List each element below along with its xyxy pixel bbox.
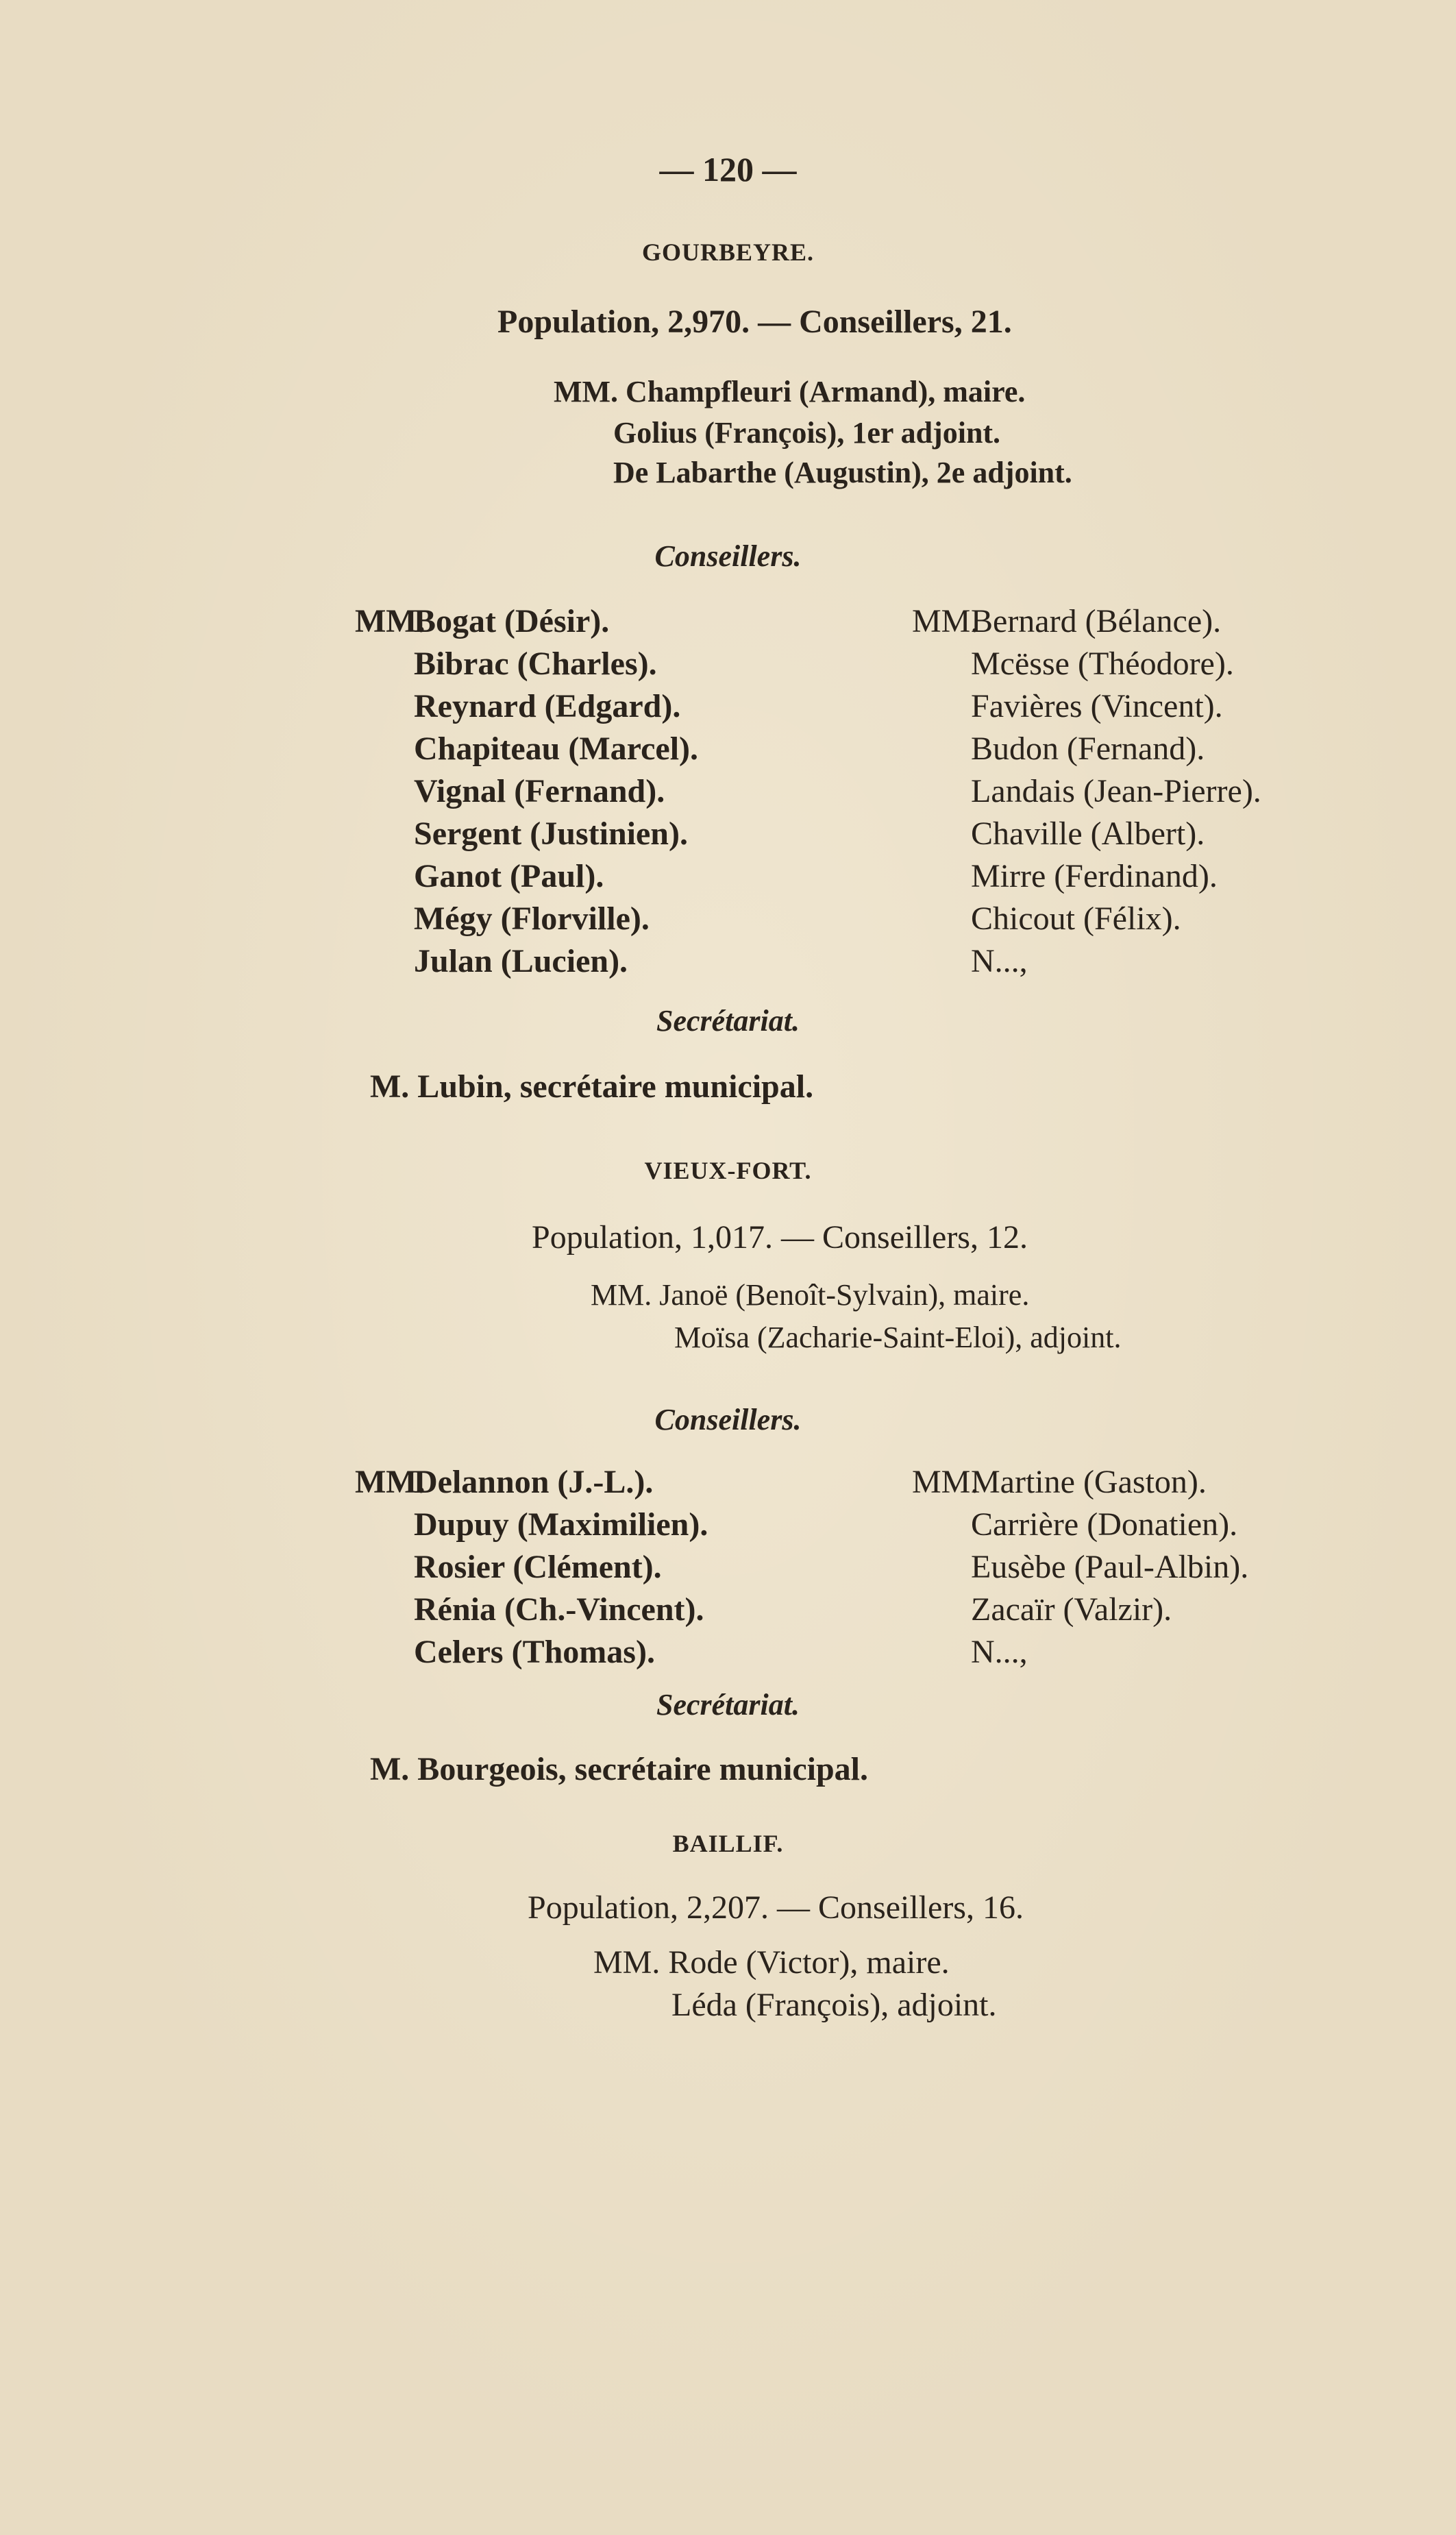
population-line: Population, 2,970. — Conseillers, 21.: [497, 304, 1012, 340]
list-item: Reynard (Edgard).: [414, 688, 681, 724]
list-item: Vignal (Fernand).: [414, 773, 665, 809]
list-item: Carrière (Donatien).: [971, 1506, 1238, 1543]
list-item: Bibrac (Charles).: [414, 646, 657, 682]
list-item: Sergent (Justinien).: [414, 816, 688, 852]
list-item: N...,: [971, 1634, 1028, 1670]
official-mayor: MM. Rode (Victor), maire.: [593, 1944, 950, 1981]
secretariat-heading: Secrétariat.: [656, 1004, 800, 1038]
population-line: Population, 1,017. — Conseillers, 12.: [532, 1219, 1028, 1256]
conseillers-heading: Conseillers.: [654, 539, 802, 573]
list-item: MM.Delannon (J.-L.).: [355, 1464, 654, 1500]
list-item: MM.Martine (Gaston).: [912, 1464, 1207, 1500]
list-item: Zacaïr (Valzir).: [971, 1591, 1172, 1628]
list-item: Eusèbe (Paul-Albin).: [971, 1549, 1249, 1585]
secretariat-heading: Secrétariat.: [656, 1688, 800, 1722]
list-item: Julan (Lucien).: [414, 943, 628, 979]
list-item: Favières (Vincent).: [971, 688, 1223, 724]
list-item: Chicout (Félix).: [971, 901, 1181, 937]
official-adjoint: Léda (François), adjoint.: [671, 1987, 997, 2023]
secretary-line: M. Lubin, secrétaire municipal.: [370, 1068, 814, 1105]
conseillers-heading: Conseillers.: [654, 1403, 802, 1436]
page-number: — 120 —: [659, 150, 797, 188]
list-item: Mcësse (Théodore).: [971, 646, 1234, 682]
list-item: Celers (Thomas).: [414, 1634, 655, 1670]
conseillers-left-list: [355, 1461, 708, 1674]
section-title-baillif: BAILLIF.: [672, 1830, 784, 1857]
list-item: N...,: [971, 943, 1028, 979]
list-item: Chapiteau (Marcel).: [414, 731, 699, 767]
list-item: Mirre (Ferdinand).: [971, 858, 1218, 894]
secretary-line: M. Bourgeois, secrétaire municipal.: [370, 1751, 868, 1787]
section-title-gourbeyre: GOURBEYRE.: [641, 238, 815, 266]
list-item: MM.Bernard (Bélance).: [912, 603, 1222, 639]
list-item: Dupuy (Maximilien).: [414, 1506, 708, 1543]
official-second-adjoint: De Labarthe (Augustin), 2e adjoint.: [613, 456, 1072, 489]
list-item: Rénia (Ch.-Vincent).: [414, 1591, 704, 1628]
official-mayor: MM. Champfleuri (Armand), maire.: [554, 375, 1026, 408]
population-line: Population, 2,207. — Conseillers, 16.: [528, 1889, 1024, 1926]
list-item: Mégy (Florville).: [414, 901, 650, 937]
list-item: MM.Bogat (Désir).: [355, 603, 610, 639]
section-title-vieux-fort: VIEUX-FORT.: [644, 1157, 812, 1184]
official-first-adjoint: Golius (François), 1er adjoint.: [613, 416, 1001, 450]
list-item: Rosier (Clément).: [414, 1549, 662, 1585]
list-item: Ganot (Paul).: [414, 858, 604, 894]
official-adjoint: Moïsa (Zacharie-Saint-Eloi), adjoint.: [674, 1321, 1122, 1354]
list-item: Landais (Jean-Pierre).: [971, 773, 1261, 809]
conseillers-right-list: [912, 600, 1261, 983]
conseillers-right-list: [912, 1461, 1248, 1674]
official-mayor: MM. Janoë (Benoît-Sylvain), maire.: [591, 1278, 1030, 1312]
conseillers-left-list: [355, 600, 698, 983]
list-item: Chaville (Albert).: [971, 816, 1205, 852]
list-item: Budon (Fernand).: [971, 731, 1205, 767]
